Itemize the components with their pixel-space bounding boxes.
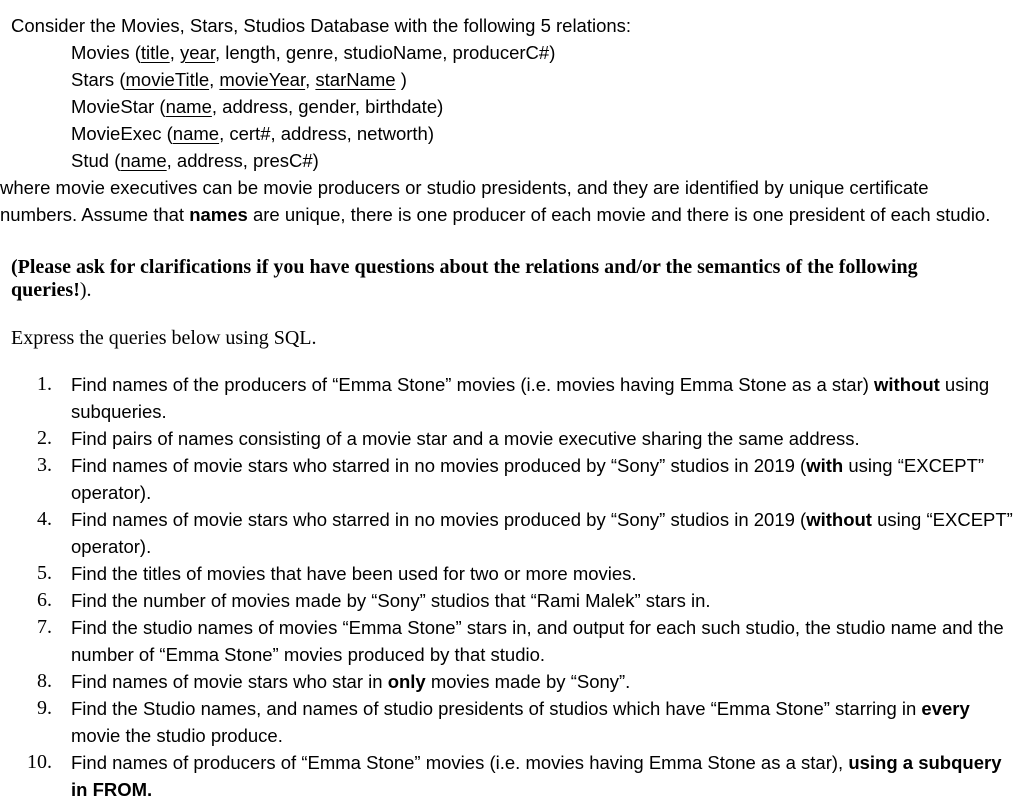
query-text: Find pairs of names consisting of a movie star and a movie executive sharing the same address. bbox=[71, 428, 860, 449]
relation-open-paren: ( bbox=[154, 96, 166, 117]
query-emphasis: without bbox=[806, 509, 872, 530]
query-text: Find the studio names of movies “Emma Stone” stars in, and output for each such studio, the studio name and the number of “Emma Stone” movies produced by that studio. bbox=[71, 617, 1004, 665]
relation-key-attribute: starName bbox=[315, 69, 396, 90]
relation-name: Movies bbox=[71, 42, 130, 63]
relation-name: MovieStar bbox=[71, 96, 155, 117]
query-number: 3. bbox=[37, 454, 52, 476]
query-text: Find names of movie stars who starred in no movies produced by “Sony” studios in 2019 ( bbox=[71, 455, 807, 476]
relation-key-attribute: name bbox=[172, 123, 220, 144]
relation-open-paren: ( bbox=[114, 69, 126, 90]
query-item bbox=[22, 668, 1022, 695]
relation-name: Stud bbox=[71, 150, 110, 171]
query-emphasis: only bbox=[387, 671, 426, 692]
express-instruction: Express the queries below using SQL. bbox=[11, 327, 317, 349]
relation-stars: Stars (movieTitle, movieYear, starName ) bbox=[71, 69, 407, 90]
query-item bbox=[22, 560, 1022, 587]
query-text: using “EXCEPT” operator). bbox=[71, 455, 985, 503]
relation-attributes: , address, gender, birthdate) bbox=[211, 96, 444, 117]
relation-key-attribute: title bbox=[140, 42, 170, 63]
query-item bbox=[22, 425, 1022, 452]
query-item bbox=[22, 614, 1022, 668]
relation-key-attribute: year bbox=[180, 42, 215, 63]
query-emphasis: every bbox=[921, 698, 970, 719]
query-text: Find the number of movies made by “Sony” studios that “Rami Malek” stars in. bbox=[71, 590, 711, 611]
query-emphasis: with bbox=[806, 455, 844, 476]
query-number: 8. bbox=[37, 670, 52, 692]
relation-stud bbox=[71, 147, 555, 174]
query-item bbox=[22, 371, 1022, 425]
relation-attributes: , address, presC#) bbox=[166, 150, 319, 171]
relation-movieexec bbox=[71, 120, 555, 147]
query-number: 6. bbox=[37, 589, 52, 611]
relation-open-paren: ( bbox=[109, 150, 121, 171]
clarification-note bbox=[11, 256, 971, 302]
paragraph-bold: names bbox=[189, 204, 248, 225]
relation-open-paren: ( bbox=[161, 123, 173, 144]
query-emphasis: using a subquery in FROM. bbox=[71, 752, 1002, 800]
query-number: 2. bbox=[37, 427, 52, 449]
query-number: 4. bbox=[37, 508, 52, 530]
relation-attributes: ) bbox=[395, 69, 407, 90]
query-text: Find the titles of movies that have been used for two or more movies. bbox=[71, 563, 637, 584]
relation-name: Stars bbox=[71, 69, 115, 90]
query-number: 1. bbox=[37, 373, 52, 395]
query-number: 7. bbox=[37, 616, 52, 638]
query-number: 5. bbox=[37, 562, 52, 584]
query-item bbox=[22, 452, 1022, 506]
relation-open-paren: ( bbox=[129, 42, 141, 63]
assumptions-paragraph bbox=[0, 174, 1000, 228]
relation-moviestar bbox=[71, 93, 555, 120]
query-number: 10. bbox=[27, 751, 52, 773]
relation-attributes: , cert#, address, networth) bbox=[219, 123, 434, 144]
query-emphasis: without bbox=[874, 374, 940, 395]
query-item bbox=[22, 695, 1022, 749]
relation-key-attribute: name bbox=[120, 150, 167, 171]
note-tail: ). bbox=[79, 279, 92, 301]
query-text: movie the studio produce. bbox=[71, 725, 283, 746]
relations-list bbox=[71, 39, 555, 174]
query-number: 9. bbox=[37, 697, 52, 719]
queries-list bbox=[22, 371, 1022, 803]
query-text: using “EXCEPT” operator). bbox=[71, 509, 1013, 557]
relation-name: MovieExec bbox=[71, 123, 162, 144]
relation-movies: Movies (title, year, length, genre, studioName, producerC#) bbox=[71, 42, 556, 63]
note-bold: (Please ask for clarifications if you have questions about the relations and/or the semantics of the following queries! bbox=[11, 256, 918, 301]
query-text: Find names of movie stars who starred in no movies produced by “Sony” studios in 2019 ( bbox=[71, 509, 807, 530]
query-item bbox=[22, 506, 1022, 560]
query-item bbox=[22, 587, 1022, 614]
paragraph-part-2: are unique, there is one producer of each movie and there is one president of each studio. bbox=[247, 204, 991, 225]
relation-key-attribute: movieYear bbox=[219, 69, 306, 90]
query-text: Find the Studio names, and names of studio presidents of studios which have “Emma Stone” starring in bbox=[71, 698, 922, 719]
paragraph-part-1: where movie executives can be movie producers or studio presidents, and they are identified by unique certificate numbers. Assume that bbox=[0, 177, 929, 225]
query-text: using subqueries. bbox=[71, 374, 990, 422]
query-text: movies made by “Sony”. bbox=[425, 671, 631, 692]
relation-key-attribute: name bbox=[165, 96, 212, 117]
query-text: Find names of movie stars who star in bbox=[71, 671, 388, 692]
query-text: Find names of the producers of “Emma Stone” movies (i.e. movies having Emma Stone as a star) bbox=[71, 374, 875, 395]
relation-key-attribute: movieTitle bbox=[125, 69, 210, 90]
query-text: Find names of producers of “Emma Stone” movies (i.e. movies having Emma Stone as a star), bbox=[71, 752, 849, 773]
relation-attributes: , length, genre, studioName, producerC#) bbox=[214, 42, 556, 63]
intro-text: Consider the Movies, Stars, Studios Database with the following 5 relations: bbox=[11, 15, 632, 36]
